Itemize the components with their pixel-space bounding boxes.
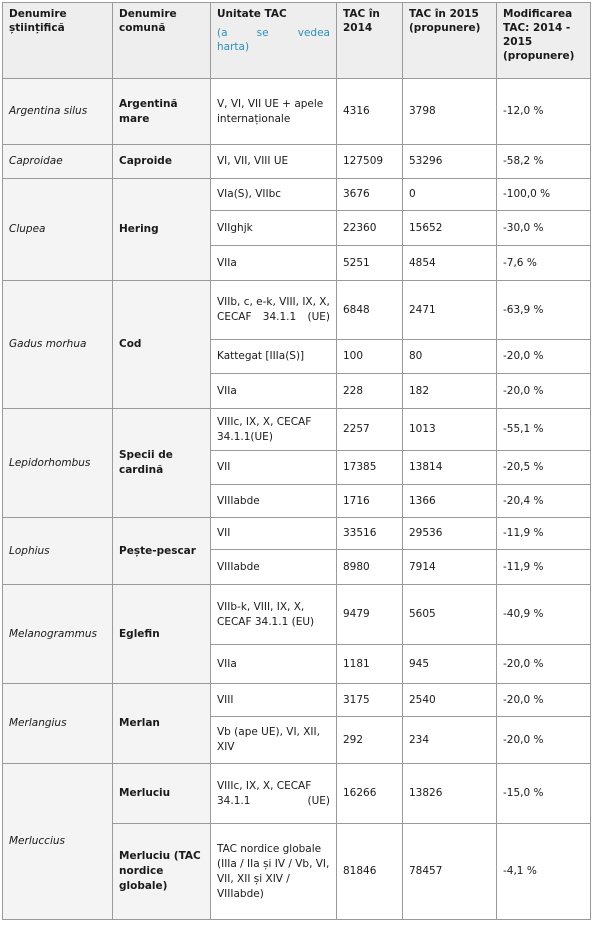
tac-unit: V, VI, VII UE + apele internaționale — [211, 79, 337, 145]
header-scientific-name: Denumire științifică — [3, 3, 113, 79]
tac-unit: VIIa — [211, 374, 337, 409]
tac-unit: VIIa — [211, 645, 337, 684]
table-row — [3, 684, 591, 717]
tac-2015: 13826 — [403, 764, 497, 824]
tac-change: -4,1 % — [497, 824, 591, 920]
table-row — [3, 145, 591, 179]
header-row — [3, 3, 591, 79]
header-tac-unit-label: Unitate TAC — [217, 8, 287, 20]
header-tac-unit — [211, 3, 337, 79]
tac-change: -20,0 % — [497, 645, 591, 684]
map-link-continued[interactable]: harta) — [217, 41, 250, 53]
common-name: Pește-pescar — [113, 518, 211, 585]
tac-2014: 16266 — [337, 764, 403, 824]
tac-change: -20,5 % — [497, 451, 591, 485]
tac-change: -11,9 % — [497, 550, 591, 585]
tac-change: -12,0 % — [497, 79, 591, 145]
common-name: Merluciu — [113, 764, 211, 824]
tac-2015: 29536 — [403, 518, 497, 550]
table-row — [3, 518, 591, 550]
tac-2015: 182 — [403, 374, 497, 409]
tac-2014: 1181 — [337, 645, 403, 684]
tac-change: -20,0 % — [497, 684, 591, 717]
tac-unit: VIII — [211, 684, 337, 717]
tac-2014: 228 — [337, 374, 403, 409]
tac-unit: VIIghjk — [211, 211, 337, 246]
tac-2015: 7914 — [403, 550, 497, 585]
tac-change: -20,0 % — [497, 340, 591, 374]
table-row — [3, 179, 591, 211]
scientific-name: Merlangius — [3, 684, 113, 764]
tac-change: -40,9 % — [497, 585, 591, 645]
tac-2015: 53296 — [403, 145, 497, 179]
tac-2014: 127509 — [337, 145, 403, 179]
tac-2014: 17385 — [337, 451, 403, 485]
tac-change: -20,4 % — [497, 485, 591, 518]
tac-2015: 15652 — [403, 211, 497, 246]
tac-unit: VIIIc, IX, X, CECAF 34.1.1 (UE) — [211, 764, 337, 824]
scientific-name: Lophius — [3, 518, 113, 585]
tac-change: -63,9 % — [497, 281, 591, 340]
tac-2014: 22360 — [337, 211, 403, 246]
tac-2015: 5605 — [403, 585, 497, 645]
tac-2014: 81846 — [337, 824, 403, 920]
tac-unit: TAC nordice globale (IIIa / IIa și IV / Vb, VI, VII, XII și XIV / VIIIabde) — [211, 824, 337, 920]
tac-unit: VIIb-k, VIII, IX, X, CECAF 34.1.1 (EU) — [211, 585, 337, 645]
tac-2014: 9479 — [337, 585, 403, 645]
table-row — [3, 585, 591, 645]
scientific-name: Gadus morhua — [3, 281, 113, 409]
tac-2015: 234 — [403, 717, 497, 764]
scientific-name: Lepidorhombus — [3, 409, 113, 518]
tac-2014: 292 — [337, 717, 403, 764]
table-row — [3, 281, 591, 340]
header-tac-2015: TAC în 2015 (propunere) — [403, 3, 497, 79]
scientific-name: Argentina silus — [3, 79, 113, 145]
tac-unit: VIa(S), VIIbc — [211, 179, 337, 211]
tac-table — [2, 2, 591, 920]
common-name: Cod — [113, 281, 211, 409]
header-change: Modificarea TAC: 2014 - 2015 (propunere) — [497, 3, 591, 79]
tac-2014: 6848 — [337, 281, 403, 340]
tac-2015: 1366 — [403, 485, 497, 518]
tac-2015: 945 — [403, 645, 497, 684]
tac-unit: VII — [211, 518, 337, 550]
tac-2014: 8980 — [337, 550, 403, 585]
tac-change: -15,0 % — [497, 764, 591, 824]
tac-2014: 33516 — [337, 518, 403, 550]
tac-change: -20,0 % — [497, 717, 591, 764]
scientific-name: Caproidae — [3, 145, 113, 179]
common-name: Argentină mare — [113, 79, 211, 145]
tac-2015: 80 — [403, 340, 497, 374]
tac-2015: 3798 — [403, 79, 497, 145]
scientific-name: Merluccius — [3, 764, 113, 920]
common-name: Hering — [113, 179, 211, 281]
tac-2014: 100 — [337, 340, 403, 374]
tac-2015: 78457 — [403, 824, 497, 920]
common-name: Merlan — [113, 684, 211, 764]
common-name: Specii de cardină — [113, 409, 211, 518]
tac-2014: 5251 — [337, 246, 403, 281]
tac-unit: VIIIabde — [211, 485, 337, 518]
tac-2015: 1013 — [403, 409, 497, 451]
map-link[interactable]: (a se vedea — [217, 27, 330, 39]
header-tac-2014: TAC în 2014 — [337, 3, 403, 79]
tac-unit: Kattegat [IIIa(S)] — [211, 340, 337, 374]
tac-2014: 4316 — [337, 79, 403, 145]
tac-unit: VIIa — [211, 246, 337, 281]
tac-unit: Vb (ape UE), VI, XII, XIV — [211, 717, 337, 764]
tac-2015: 4854 — [403, 246, 497, 281]
tac-2015: 2540 — [403, 684, 497, 717]
tac-change: -58,2 % — [497, 145, 591, 179]
tac-2014: 3676 — [337, 179, 403, 211]
table-row — [3, 79, 591, 145]
tac-2015: 13814 — [403, 451, 497, 485]
tac-unit: VI, VII, VIII UE — [211, 145, 337, 179]
tac-change: -20,0 % — [497, 374, 591, 409]
scientific-name: Melanogrammus — [3, 585, 113, 684]
table-row — [3, 764, 591, 824]
common-name: Merluciu (TAC nordice globale) — [113, 824, 211, 920]
tac-2014: 2257 — [337, 409, 403, 451]
tac-2014: 1716 — [337, 485, 403, 518]
tac-2015: 2471 — [403, 281, 497, 340]
tac-unit: VIIIc, IX, X, CECAF 34.1.1(UE) — [211, 409, 337, 451]
common-name: Caproide — [113, 145, 211, 179]
scientific-name: Clupea — [3, 179, 113, 281]
header-common-name: Denumire comună — [113, 3, 211, 79]
tac-change: -55,1 % — [497, 409, 591, 451]
tac-change: -30,0 % — [497, 211, 591, 246]
tac-change: -7,6 % — [497, 246, 591, 281]
common-name: Eglefin — [113, 585, 211, 684]
tac-change: -100,0 % — [497, 179, 591, 211]
tac-unit: VIIb, c, e-k, VIII, IX, X, CECAF 34.1.1 (UE) — [211, 281, 337, 340]
tac-2015: 0 — [403, 179, 497, 211]
tac-2014: 3175 — [337, 684, 403, 717]
table-row — [3, 409, 591, 451]
tac-change: -11,9 % — [497, 518, 591, 550]
tac-unit: VIIIabde — [211, 550, 337, 585]
tac-unit: VII — [211, 451, 337, 485]
